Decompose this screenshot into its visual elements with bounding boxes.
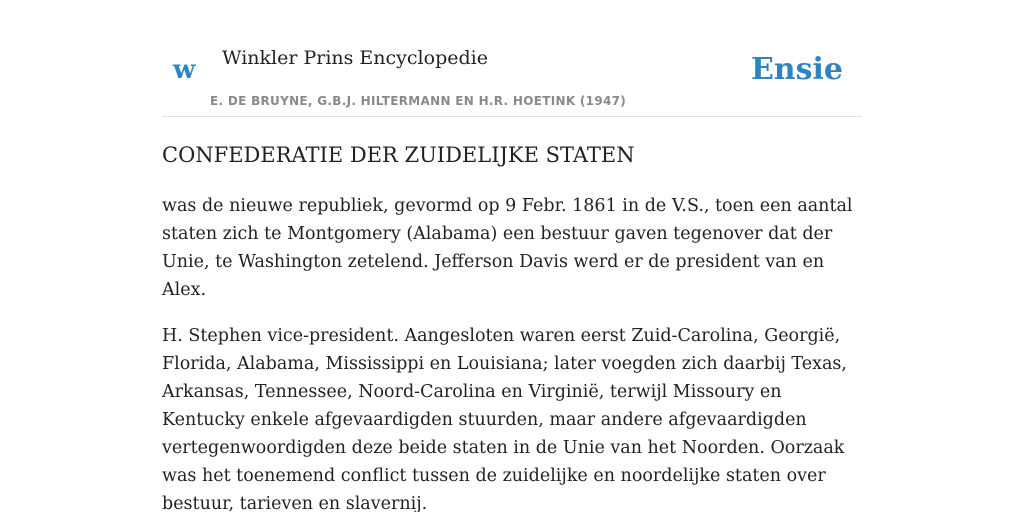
brand-logo[interactable]: Ensie — [750, 52, 843, 87]
article-title: CONFEDERATIE DER ZUIDELIJKE STATEN — [162, 143, 635, 167]
article-paragraph: H. Stephen vice-president. Aangesloten waren eerst Zuid-Carolina, Georgië, Florida, Alabama, Mississippi en Louisiana; later voegden zich daarbij Texas, Arkansas, Tennessee, Noord-Carolina en Virginië, terwijl Missoury en Kentucky enkele afgevaardigden stuurden, maar andere afgevaardigden vertegenwoordigden deze beide staten in de Unie van het Noorden. Oorzaak was het toenemend conflict tussen de zuidelijke en noordelijke staten over bestuur, tarieven en slavernij. — [162, 326, 847, 512]
encyclopedia-logo[interactable]: w — [173, 55, 196, 85]
header — [162, 0, 862, 117]
article-paragraph: was de nieuwe republiek, gevormd op 9 Febr. 1861 in de V.S., toen een aantal staten zich te Montgomery (Alabama) een bestuur gaven tegenover dat der Unie, te Washington zetelend. Jefferson Davis werd er de president van en Alex. — [162, 196, 853, 300]
authors-line: E. DE BRUYNE, G.B.J. HILTERMANN EN H.R. HOETINK (1947) — [210, 94, 627, 108]
article — [162, 140, 862, 512]
encyclopedia-title[interactable]: Winkler Prins Encyclopedie — [222, 47, 488, 69]
